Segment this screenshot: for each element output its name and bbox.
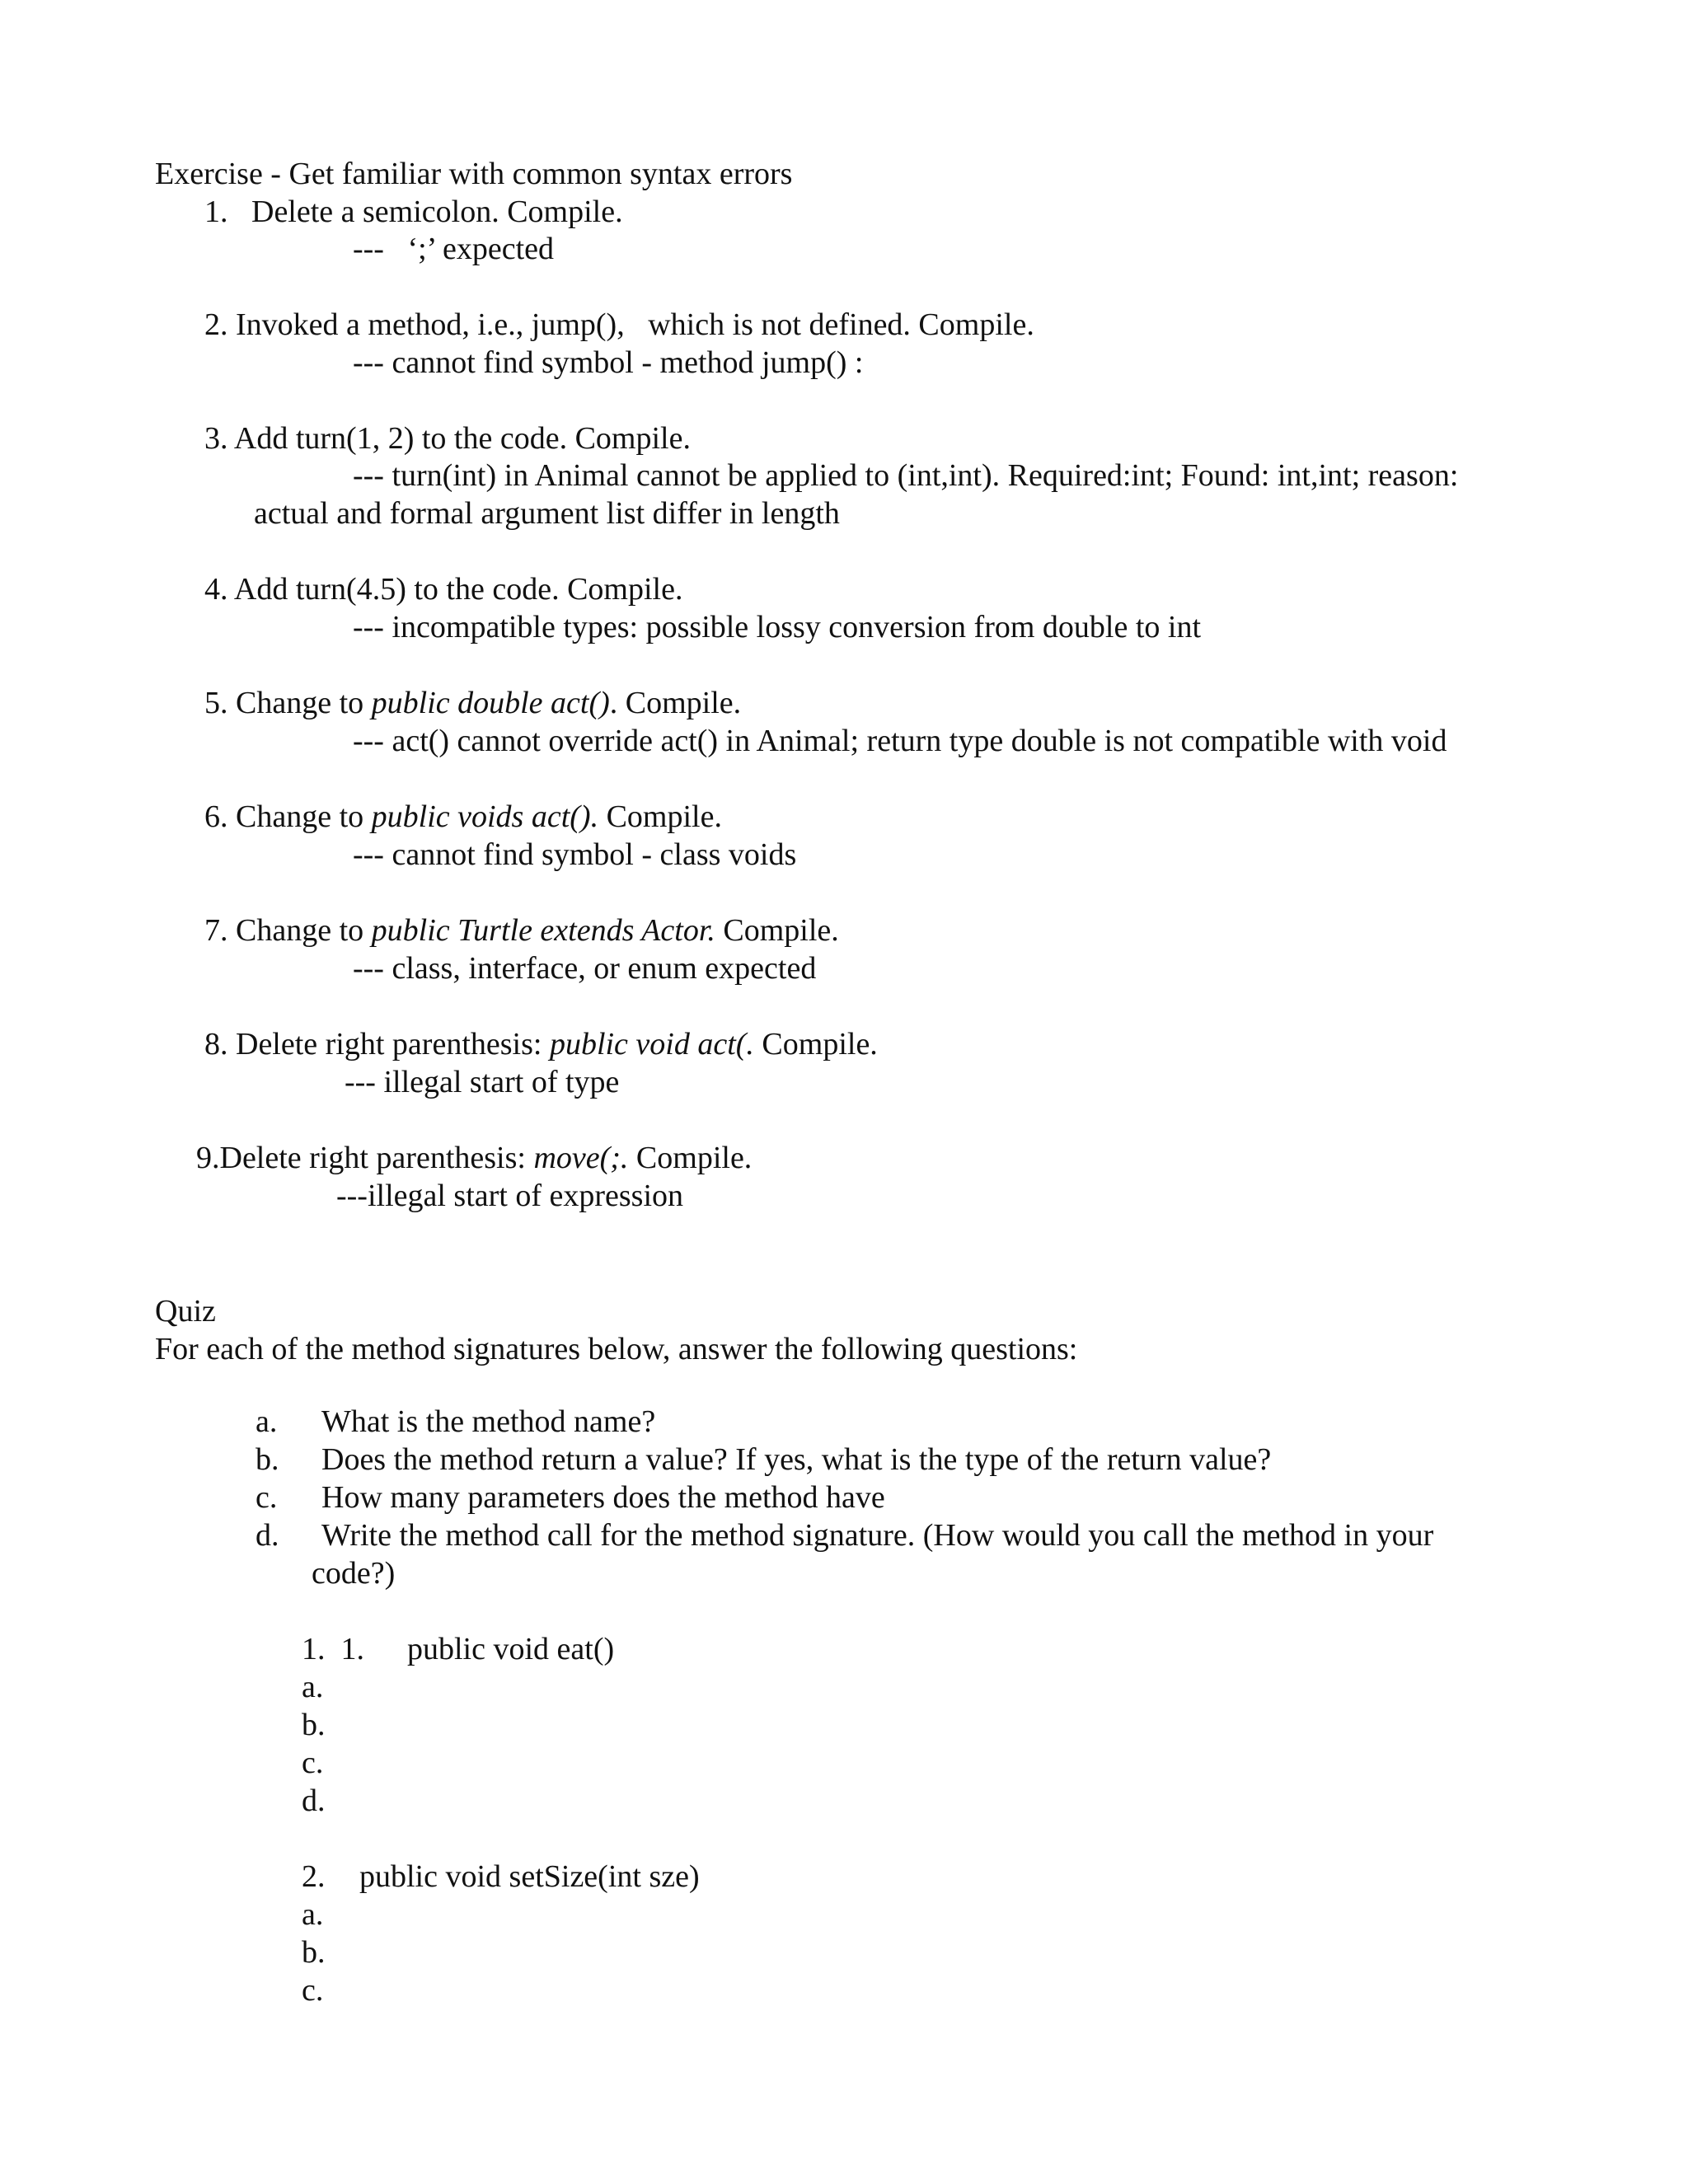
quiz-question-b: Does the method return a value? If yes, what is the type of the return value? <box>321 1442 1272 1477</box>
exercise-item-8-result: --- illegal start of type <box>345 1065 620 1099</box>
quiz-intro: For each of the method signatures below, answer the following questions: <box>155 1332 1078 1366</box>
exercise-item-1: 1. Delete a semicolon. Compile. <box>204 194 623 229</box>
exercise-title: Exercise - Get familiar with common syntax errors <box>155 157 793 191</box>
signature-1: public void eat() <box>407 1632 615 1666</box>
quiz-question-letter-c: c. <box>256 1480 278 1515</box>
exercise-item-9-pre: 9.Delete right parenthesis: <box>196 1141 534 1175</box>
quiz-question-c: How many parameters does the method have <box>321 1480 885 1515</box>
exercise-item-4-result: --- incompatible types: possible lossy conversion from double to int <box>353 610 1202 644</box>
exercise-item-7-result: --- class, interface, or enum expected <box>353 951 817 986</box>
signature-2-answer-c: c. <box>302 1973 324 2008</box>
exercise-item-2: 2. Invoked a method, i.e., jump(), which is not defined. Compile. <box>204 307 1034 342</box>
signature-1-number: 1. 1. <box>302 1632 364 1666</box>
exercise-item-5-code: public double act() <box>371 686 610 720</box>
exercise-item-5 <box>204 687 741 719</box>
exercise-item-8-pre: 8. Delete right parenthesis: <box>204 1027 550 1062</box>
exercise-item-3-result-cont: actual and formal argument list differ in length <box>254 496 840 531</box>
exercise-item-7 <box>204 915 839 946</box>
exercise-item-6 <box>204 801 722 832</box>
exercise-item-5-result: --- act() cannot override act() in Animal; return type double is not compatible with void <box>353 724 1447 758</box>
exercise-item-8-post: Compile. <box>753 1027 878 1062</box>
exercise-item-1-result: --- ‘;’ expected <box>353 232 555 266</box>
exercise-item-6-result: --- cannot find symbol - class voids <box>353 837 797 872</box>
quiz-question-letter-d: d. <box>256 1518 279 1553</box>
exercise-item-7-post: Compile. <box>715 913 839 948</box>
exercise-item-9-code: move(;. <box>533 1141 629 1175</box>
exercise-item-2-result: --- cannot find symbol - method jump() : <box>353 345 864 380</box>
exercise-item-9 <box>196 1142 752 1174</box>
exercise-item-7-pre: 7. Change to <box>204 913 372 948</box>
signature-1-answer-b: b. <box>302 1708 326 1742</box>
exercise-item-3: 3. Add turn(1, 2) to the code. Compile. <box>204 421 691 456</box>
signature-2: public void setSize(int sze) <box>359 1859 700 1894</box>
quiz-question-letter-a: a. <box>256 1404 278 1439</box>
exercise-item-6-post: Compile. <box>598 799 722 834</box>
signature-1-answer-d: d. <box>302 1783 326 1818</box>
signature-2-answer-b: b. <box>302 1935 326 1970</box>
exercise-item-8 <box>204 1029 878 1060</box>
signature-1-answer-a: a. <box>302 1670 324 1704</box>
exercise-item-6-pre: 6. Change to <box>204 799 372 834</box>
quiz-question-a: What is the method name? <box>321 1404 656 1439</box>
exercise-item-7-code: public Turtle extends Actor. <box>371 913 715 948</box>
signature-2-number: 2. <box>302 1859 326 1894</box>
exercise-item-5-pre: 5. Change to <box>204 686 372 720</box>
exercise-item-9-post: Compile. <box>628 1141 753 1175</box>
exercise-item-3-result: --- turn(int) in Animal cannot be applied to (int,int). Required:int; Found: int,int; reason: <box>353 458 1459 493</box>
quiz-question-letter-b: b. <box>256 1442 279 1477</box>
exercise-item-5-post: . Compile. <box>609 686 742 720</box>
exercise-item-4: 4. Add turn(4.5) to the code. Compile. <box>204 572 683 607</box>
signature-2-answer-a: a. <box>302 1897 324 1932</box>
exercise-item-8-code: public void act(. <box>549 1027 754 1062</box>
quiz-question-d: Write the method call for the method signature. (How would you call the method in your <box>321 1518 1434 1553</box>
exercise-item-6-code: public voids act(). <box>371 799 599 834</box>
signature-1-answer-c: c. <box>302 1746 324 1780</box>
quiz-title: Quiz <box>155 1294 216 1329</box>
quiz-question-d-cont: code?) <box>312 1556 396 1591</box>
exercise-item-9-result: ---illegal start of expression <box>336 1179 684 1213</box>
